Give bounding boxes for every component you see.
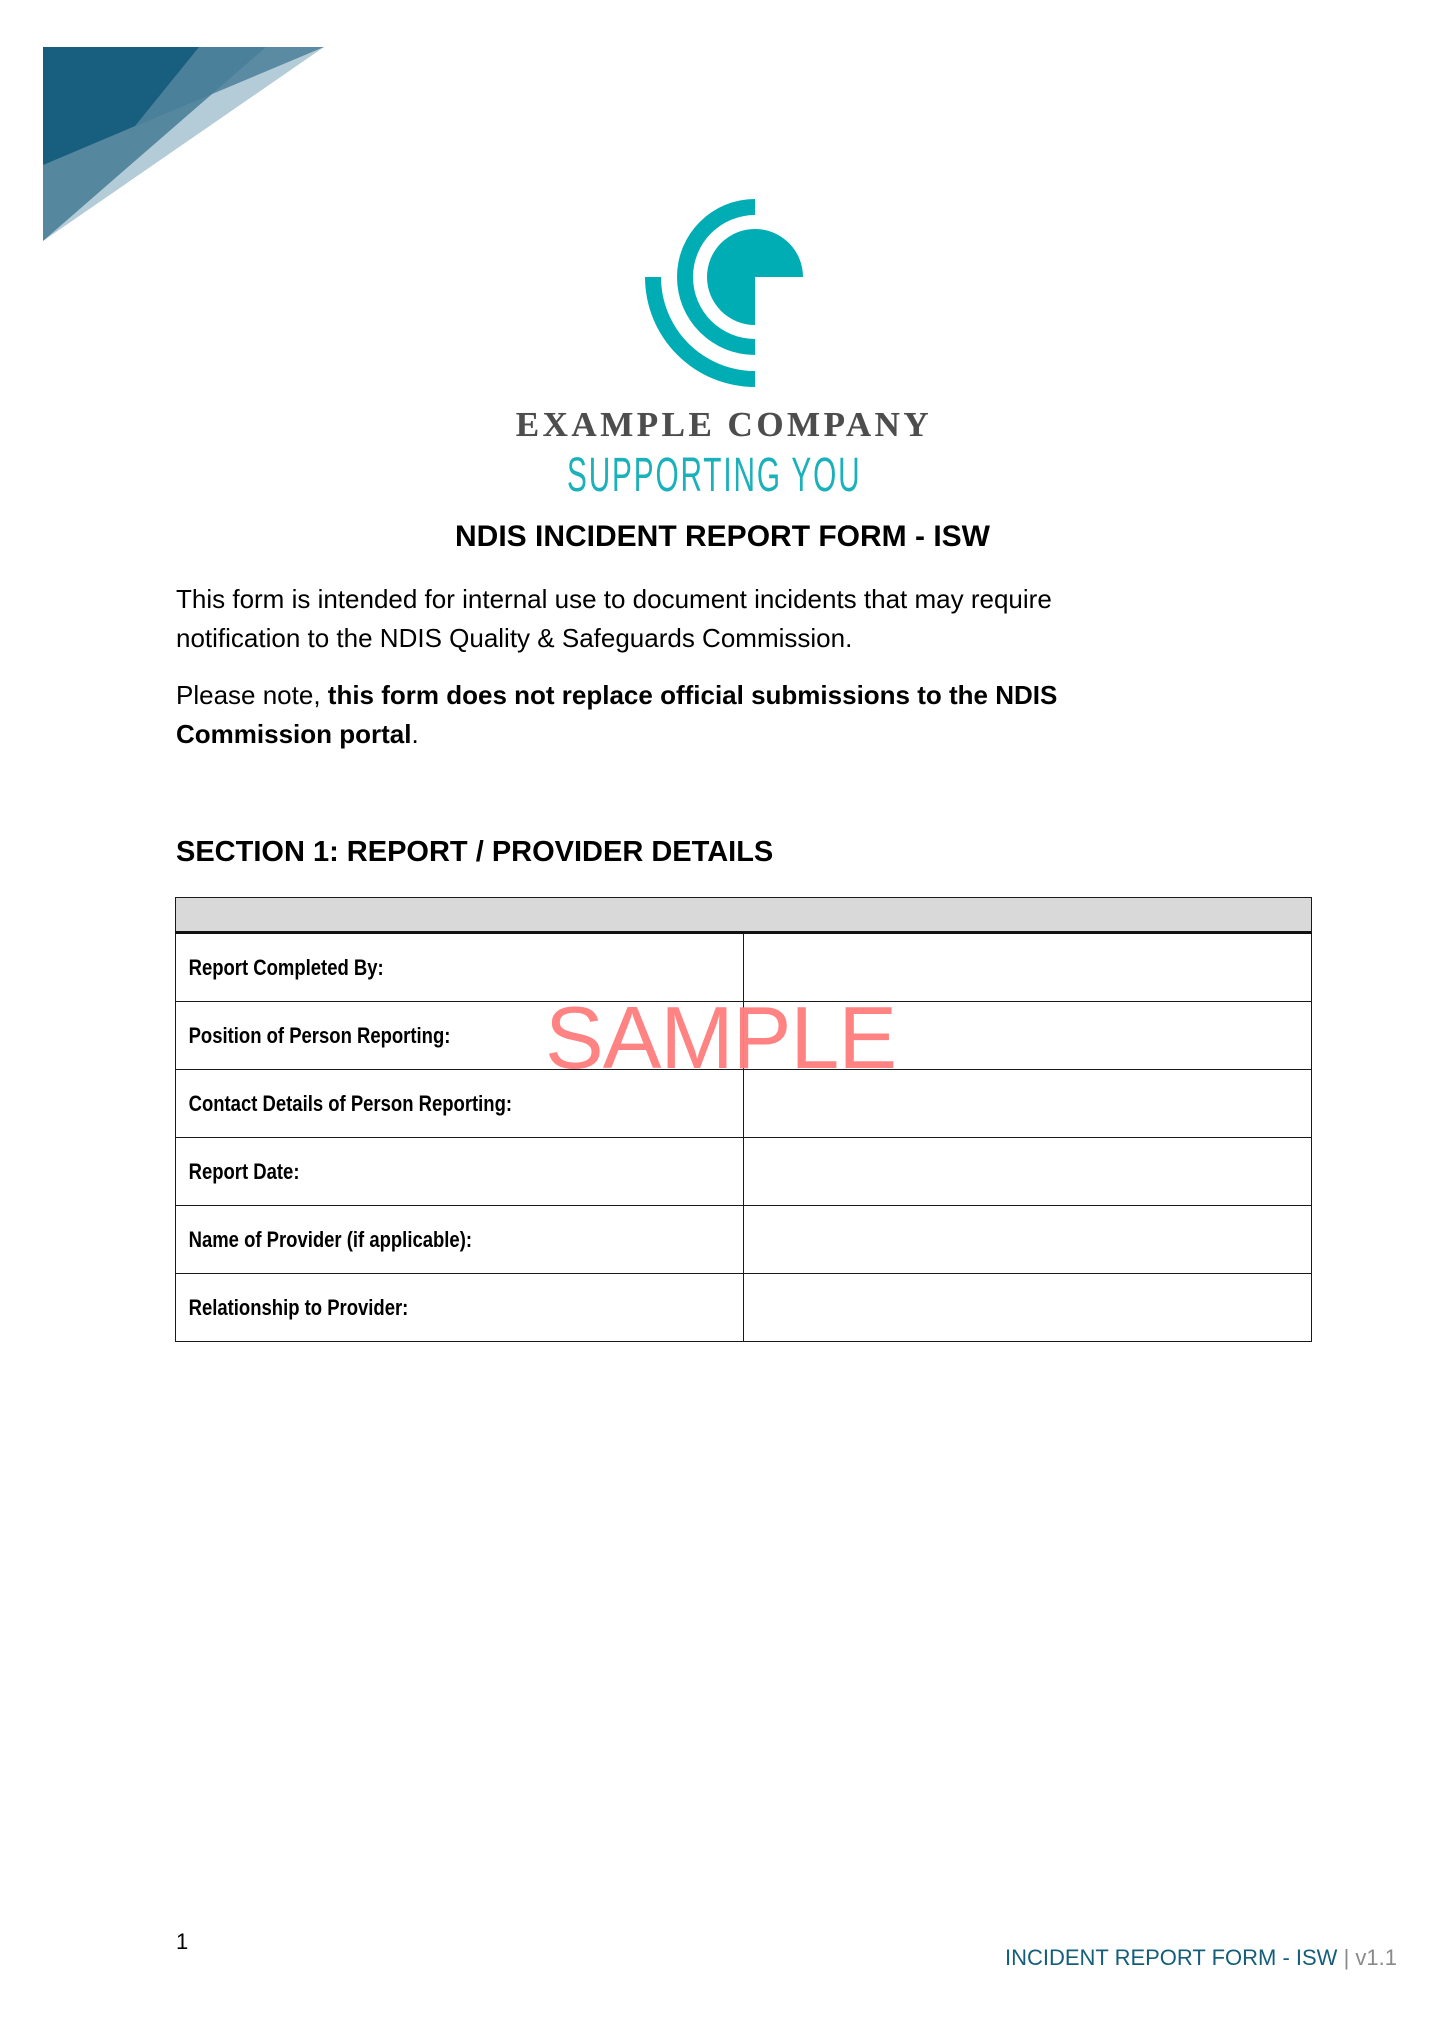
row-label-cell <box>176 1070 744 1138</box>
note-prefix: Please note, <box>176 680 328 710</box>
row-label-cell <box>176 1206 744 1274</box>
position-field[interactable] <box>744 1002 1312 1070</box>
relationship-field[interactable] <box>744 1274 1312 1342</box>
form-title: NDIS INCIDENT REPORT FORM - ISW <box>455 520 990 553</box>
report-date-label: Report Date: <box>188 1158 300 1184</box>
section-heading: SECTION 1: REPORT / PROVIDER DETAILS <box>176 836 774 868</box>
report-details-table <box>175 897 1312 1342</box>
row-label-cell <box>176 1138 744 1206</box>
table-header-cell <box>176 898 1312 933</box>
table-row <box>176 1070 1312 1138</box>
table-row <box>176 1274 1312 1342</box>
provider-name-field[interactable] <box>744 1206 1312 1274</box>
position-label: Position of Person Reporting: <box>188 1022 451 1048</box>
table-row <box>176 1138 1312 1206</box>
note-suffix: . <box>411 718 419 749</box>
table-header-row <box>176 898 1312 933</box>
corner-decoration <box>43 47 324 241</box>
note-paragraph <box>176 676 1176 753</box>
footer-version: v1.1 <box>1355 1945 1397 1970</box>
intro-paragraph: This form is intended for internal use to document incidents that may require notification to the NDIS Quality & Safeguards Commission. <box>176 584 1052 653</box>
contact-details-field[interactable] <box>744 1070 1312 1138</box>
report-completed-by-label: Report Completed By: <box>188 954 384 980</box>
contact-details-label: Contact Details of Person Reporting: <box>188 1090 513 1116</box>
provider-name-label: Name of Provider (if applicable): <box>188 1226 473 1252</box>
footer-label <box>1005 1945 1397 1971</box>
row-label-cell <box>176 1274 744 1342</box>
row-label-cell <box>176 933 744 1002</box>
sample-watermark: SAMPLE <box>545 988 897 1087</box>
company-logo-icon <box>640 180 820 390</box>
table-row <box>176 933 1312 1002</box>
note-emphasis: this form does not replace official submissions to the NDIS Commission portal <box>176 680 1058 749</box>
footer-separator: | <box>1343 1945 1350 1970</box>
report-date-field[interactable] <box>744 1138 1312 1206</box>
table-row <box>176 1206 1312 1274</box>
row-label-cell <box>176 1002 744 1070</box>
page-number: 1 <box>176 1929 189 1954</box>
footer-form-name: INCIDENT REPORT FORM - ISW <box>1004 1945 1338 1970</box>
report-completed-by-field[interactable] <box>744 933 1312 1002</box>
company-name: EXAMPLE COMPANY <box>515 405 933 444</box>
table-row <box>176 1002 1312 1070</box>
relationship-label: Relationship to Provider: <box>188 1294 409 1320</box>
company-tagline: SUPPORTING YOU <box>567 449 862 502</box>
